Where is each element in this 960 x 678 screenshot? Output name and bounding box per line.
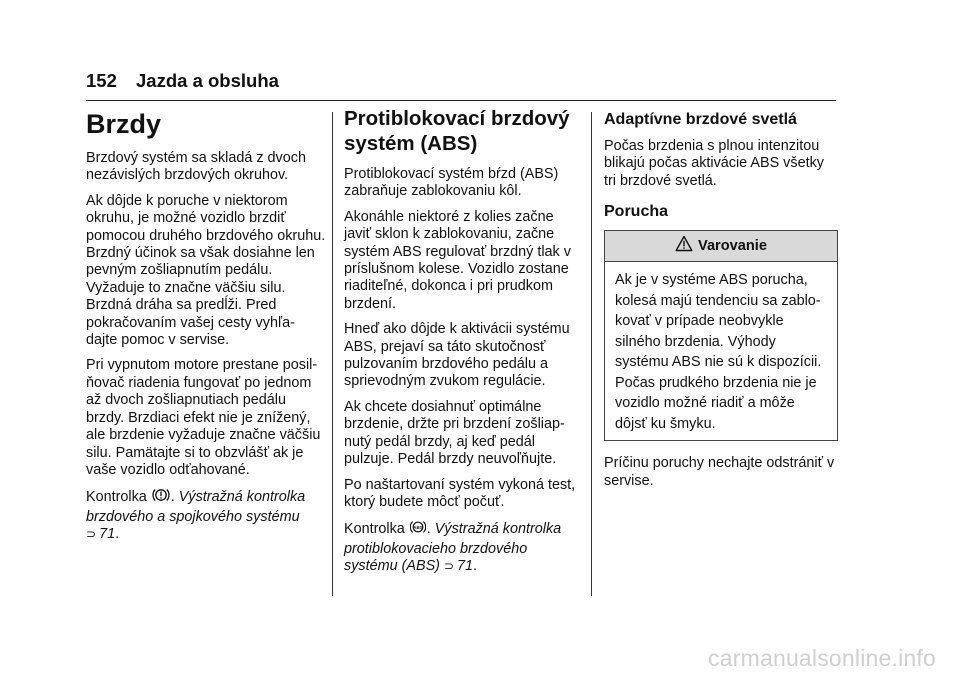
reference-arrow-icon: ⊃ (86, 527, 97, 542)
column-abs (344, 104, 584, 584)
abs-paragraph-2: Akonáhle niektoré z kolies začne javiť sklon k zablokovaniu, začne systém ABS regulovať brzdný tlak v príslušnom kolese. Vozidlo zostane riaditeľné, dokonca i pri prudkom brzdení. (344, 208, 571, 312)
page-header (86, 70, 279, 92)
svg-text:ABS: ABS (412, 525, 423, 531)
brakes-paragraph-1: Brzdový systém sa skladá z dvoch nezávislých brzdových okruhov. (86, 150, 306, 184)
reference-page[interactable]: 71 (457, 558, 474, 575)
column-divider-2 (591, 112, 592, 596)
reference-link-brake[interactable]: Výstražná kontrolka brzdového a spojkového systému (86, 489, 306, 525)
page-number: 152 (86, 70, 117, 91)
warning-title: Varovanie (698, 237, 767, 254)
column-adaptive-lights (604, 104, 838, 498)
abs-paragraph-1: Protiblokovací systém bŕzd (ABS) zabraňuje zablokovaniu kôl. (344, 166, 559, 200)
abs-reference: Kontrolka ABS . Výstražná kontrolka protiblokovacieho brzdového systému (ABS) ⊃ 71. (344, 521, 562, 575)
warning-text: Ak je v systéme ABS porucha, kolesá majú tendenciu sa zablo-kovať v prípade neobvykle silného brzdenia. Výhody systému ABS nie sú k dispozícii. Počas prudkého brzdenia nie je vozidlo možné riadiť a môže dôjsť ku šmyku. (615, 272, 822, 432)
reference-prefix: Kontrolka (344, 521, 405, 538)
abs-paragraph-5: Po naštartovaní systém vykoná test, ktorý budete môcť počuť. (344, 476, 576, 510)
warning-triangle-icon (675, 235, 698, 257)
fault-heading: Porucha (604, 203, 669, 221)
header-rule (86, 100, 836, 101)
brakes-heading: Brzdy (86, 109, 162, 139)
warning-box (604, 230, 838, 441)
section-title: Jazda a obsluha (136, 70, 279, 91)
reference-prefix: Kontrolka (86, 489, 147, 506)
warning-header (605, 231, 837, 262)
brake-warning-icon (152, 487, 170, 508)
column-brakes (86, 104, 326, 552)
abs-paragraph-3: Hneď ako dôjde k aktivácii systému ABS, prejaví sa táto skutočnosť pulzovaním brzdového pedálu a sprievodným zvukom regulácie. (344, 321, 570, 390)
column-divider-1 (332, 112, 333, 596)
reference-link-abs[interactable]: Výstražná kontrolka protiblokovacieho brzdového systému (ABS) (344, 521, 562, 575)
abs-icon (410, 519, 426, 540)
abs-heading: Protiblokovací brzdový systém (ABS) (344, 107, 570, 155)
watermark: carmanualsonline.info (708, 645, 936, 671)
adaptive-lights-heading: Adaptívne brzdové svetlá (604, 111, 797, 128)
reference-arrow-icon: ⊃ (443, 559, 455, 574)
brakes-reference: Kontrolka . Výstražná kontrolka brzdového a spojkového systému ⊃ 71. (86, 489, 306, 543)
fault-paragraph: Príčinu poruchy nechajte odstrániť v servise. (604, 455, 835, 489)
reference-page[interactable]: 71 (99, 526, 116, 543)
brakes-paragraph-3: Pri vypnutom motore prestane posil-ňovač riadenia fungovať po jednom až dvoch zošliapnutiach pedálu brzdy. Brzdiaci efekt nie je znížený, ale brzdenie vyžaduje značne väčšiu silu. Pamätajte si to obzvlášť ak je vaše vozidlo odťahované. (86, 357, 321, 478)
abs-paragraph-4: Ak chcete dosiahnuť optimálne brzdenie, držte pri brzdení zošliap-nutý pedál brzdy, aj keď pedál pulzuje. Pedál brzdy neuvoľňujte. (344, 398, 565, 468)
adaptive-lights-paragraph: Počas brzdenia s plnou intenzitou blikajú počas aktivácie ABS všetky tri brzdové svetlá. (604, 138, 824, 189)
brakes-paragraph-2: Ak dôjde k poruche v niektorom okruhu, je možné vozidlo brzdiť pomocou druhého brzdového okruhu. Brzdný účinok sa však dosiahne len pevným zošliapnutím pedálu. Vyžaduje to značne väčšiu silu. Brzdná dráha sa predĺži. Pred pokračovaním vašej cesty vyhľa-dajte pomoc v servise. (86, 192, 326, 349)
